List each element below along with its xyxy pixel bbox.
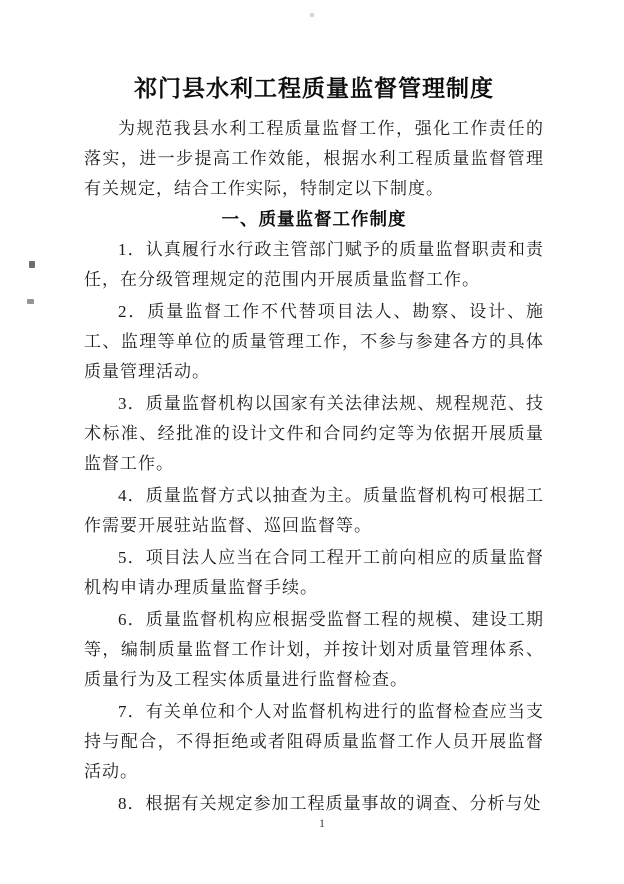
scan-artifact	[29, 261, 35, 268]
policy-item-7: 7．有关单位和个人对监督机构进行的监督检查应当支持与配合，不得拒绝或者阻碍质量监督工作人员开展监督活动。	[84, 702, 544, 781]
page-number: 1	[319, 816, 325, 830]
policy-item-2: 2．质量监督工作不代替项目法人、勘察、设计、施工、监理等单位的质量管理工作，不参与参建各方的具体质量管理活动。	[84, 302, 544, 381]
document-title: 祁门县水利工程质量监督管理制度	[134, 76, 494, 101]
policy-item-8: 8．根据有关规定参加工程质量事故的调查、分析与处	[118, 794, 542, 813]
policy-item-4: 4．质量监督方式以抽查为主。质量监督机构可根据工作需要开展驻站监督、巡回监督等。	[84, 486, 544, 535]
policy-item-1: 1．认真履行水行政主管部门赋予的质量监督职责和责任，在分级管理规定的范围内开展质量监督工作。	[84, 240, 544, 289]
scan-artifact	[27, 299, 34, 304]
policy-item-5: 5．项目法人应当在合同工程开工前向相应的质量监督机构申请办理质量监督手续。	[84, 548, 544, 597]
policy-item-6: 6．质量监督机构应根据受监督工程的规模、建设工期等，编制质量监督工作计划，并按计划对质量管理体系、质量行为及工程实体质量进行监督检查。	[84, 610, 544, 689]
intro-paragraph: 为规范我县水利工程质量监督工作，强化工作责任的落实，进一步提高工作效能，根据水利工程质量监督管理有关规定，结合工作实际，特制定以下制度。	[84, 119, 544, 198]
section-heading: 一、质量监督工作制度	[221, 209, 407, 229]
scan-artifact	[310, 13, 314, 17]
policy-item-3: 3．质量监督机构以国家有关法律法规、规程规范、技术标准、经批准的设计文件和合同约定等为依据开展质量监督工作。	[84, 394, 544, 473]
document-content	[84, 72, 544, 821]
